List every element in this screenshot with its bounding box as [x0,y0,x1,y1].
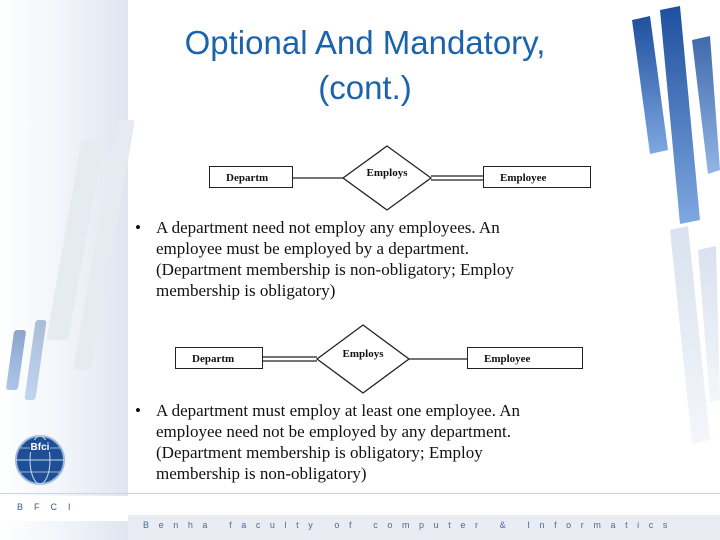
footer-faculty-name: Benha faculty of computer & Informatics [143,520,677,530]
right-decorative-stripes [620,0,720,540]
er-diagram-2 [131,323,630,403]
bullet-line: employee need not be employed by any department. [156,422,511,441]
bullet-line: membership is obligatory) [156,281,336,300]
relationship-label: Employs [366,167,408,179]
bullet-marker: • [135,401,141,420]
logo-text: Bfci [30,442,50,453]
title-line-2: (cont.) [318,69,412,106]
bullet-line: A department must employ at least one employee. An [156,401,520,420]
slide-title [135,20,595,110]
bullet-line: membership is non-obligatory) [156,464,367,483]
content-area [131,143,630,500]
bullet-marker: • [135,218,141,237]
entity-department: Departm [175,347,263,369]
bullet-line: (Department membership is obligatory; Employ [156,443,483,462]
entity-employee: Employee [467,347,583,369]
er-diagram-1 [131,143,630,223]
bullet-line: A department need not employ any employees. An [156,218,500,237]
footer-divider [0,493,720,494]
bfci-globe-logo [14,434,66,486]
entity-department: Departm [209,166,293,188]
bullet-point-2 [135,400,630,484]
title-line-1: Optional And Mandatory, [184,24,546,61]
footer-bfci-text: BFCI [17,502,82,512]
bullet-point-1 [135,217,630,301]
entity-employee: Employee [483,166,591,188]
relationship-label: Employs [342,348,384,360]
bullet-line: employee must be employed by a department. [156,239,469,258]
bullet-line: (Department membership is non-obligatory; Employ [156,260,514,279]
